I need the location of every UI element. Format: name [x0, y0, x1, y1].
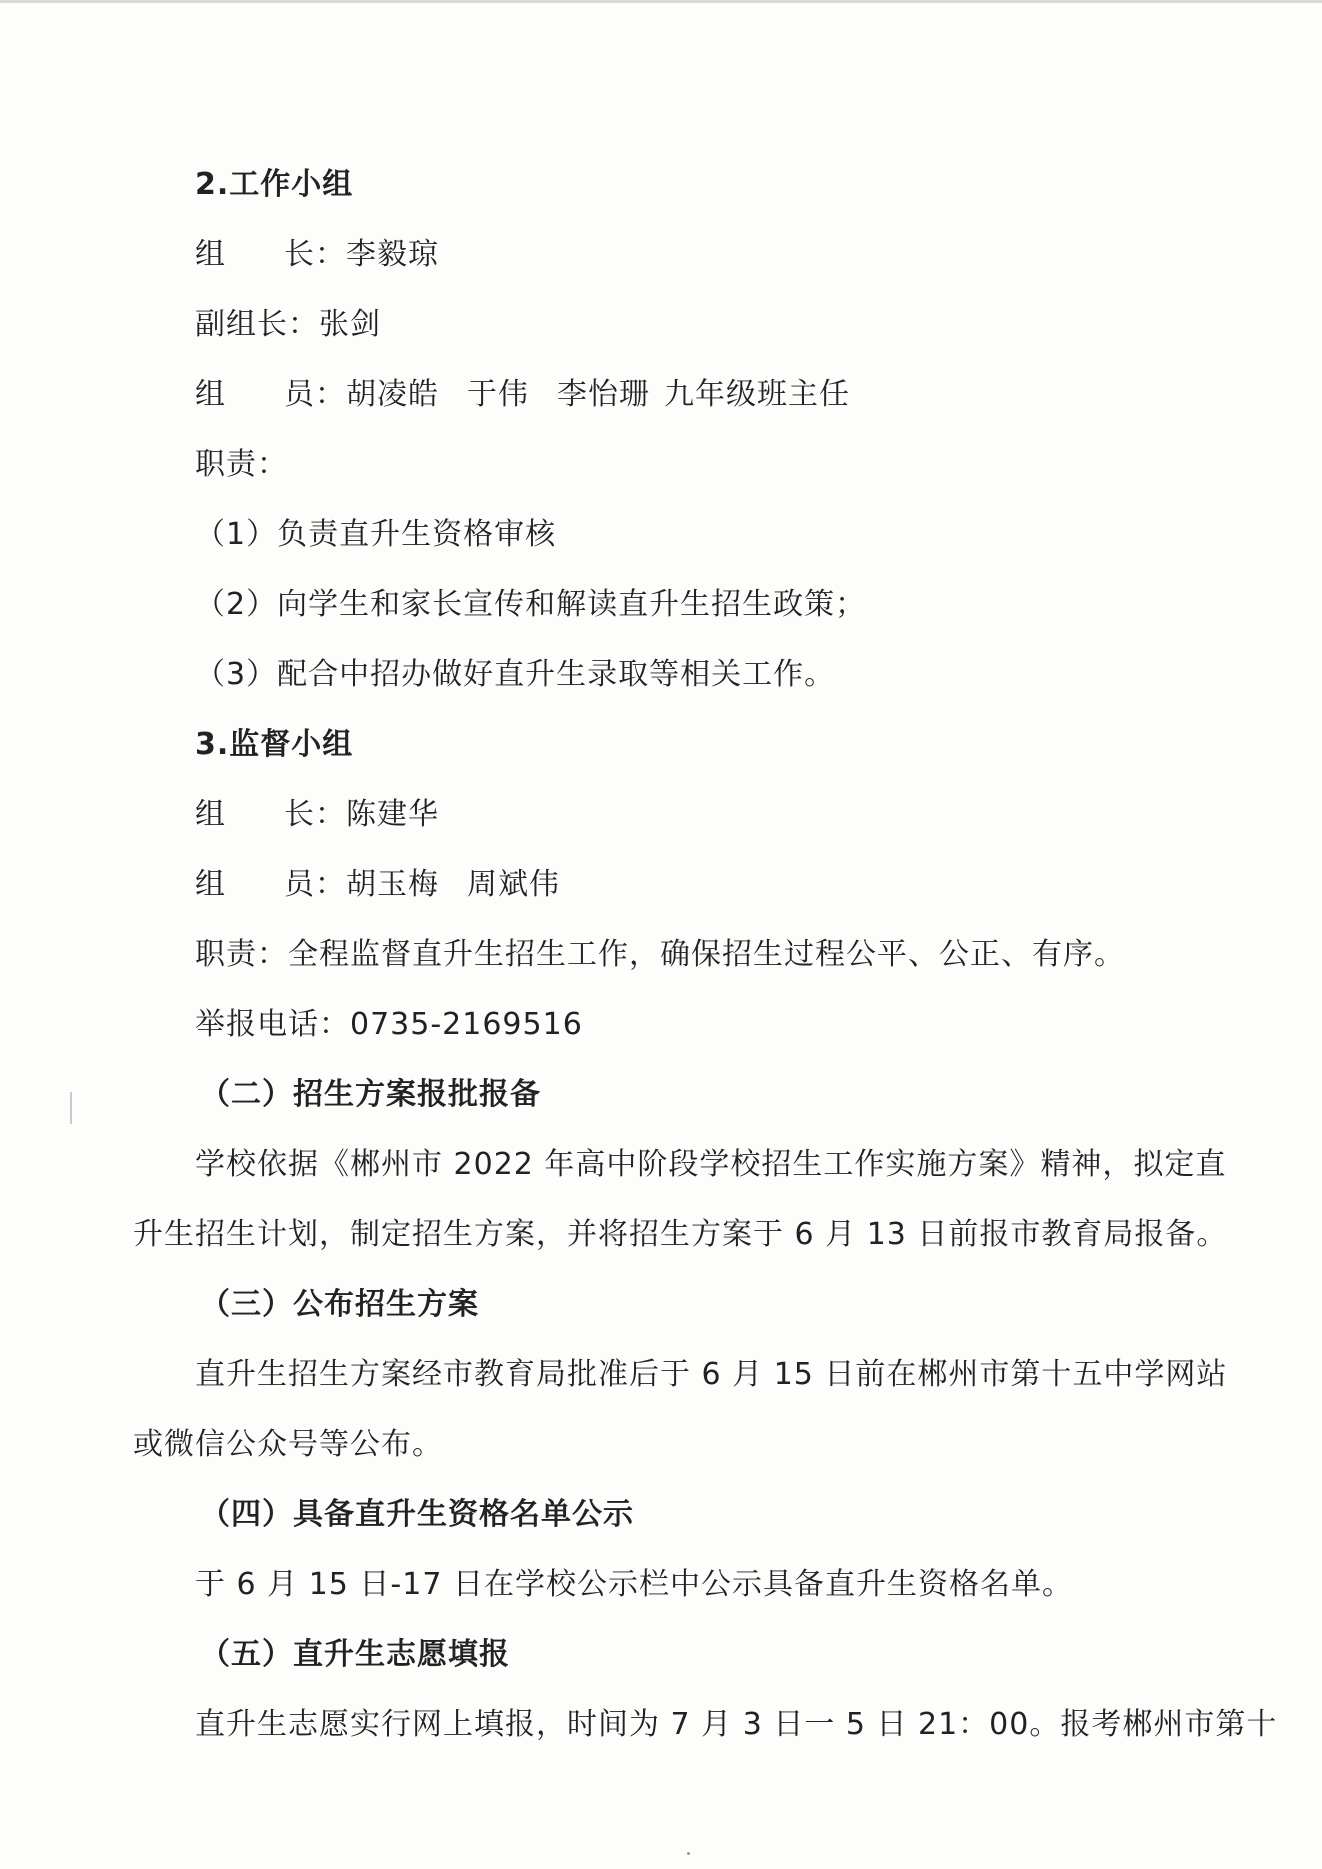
work-group-duty-3: （3）配合中招办做好直升生录取等相关工作。 [195, 657, 836, 692]
work-group-duty-2: （2）向学生和家长宣传和解读直升生招生政策； [195, 587, 867, 622]
label: 员： [284, 867, 346, 902]
work-group-members [195, 375, 850, 415]
section-3-title: （三）公布招生方案 [200, 1287, 479, 1322]
label: 员： [284, 377, 346, 412]
label: 长： [284, 237, 346, 272]
work-group-title: 2.工作小组 [195, 167, 354, 202]
work-group-leader [195, 235, 439, 275]
member: 胡玉梅 [346, 867, 439, 902]
member: 胡凌皓 [346, 377, 439, 412]
label: 组 [195, 867, 226, 902]
label: 组 [195, 237, 226, 272]
scan-mark [70, 1092, 72, 1124]
supervision-group-members [195, 865, 560, 905]
section-4-title: （四）具备直升生资格名单公示 [200, 1497, 634, 1532]
label: 长： [284, 797, 346, 832]
report-hotline: 举报电话：0735-2169516 [195, 1007, 583, 1042]
name: 李毅琼 [346, 237, 439, 272]
member: 周斌伟 [467, 867, 560, 902]
label: 组 [195, 377, 226, 412]
supervision-group-duty: 职责：全程监督直升生招生工作，确保招生过程公平、公正、有序。 [195, 937, 1125, 972]
section-4-paragraph: 于 6 月 15 日-17 日在学校公示栏中公示具备直升生资格名单。 [195, 1567, 1073, 1602]
member: 李怡珊 [557, 377, 650, 412]
scan-edge [0, 0, 1322, 3]
work-group-duty-label: 职责： [195, 447, 288, 482]
section-2-title: （二）招生方案报批报备 [200, 1077, 541, 1112]
member: 九年级班主任 [664, 377, 850, 412]
section-2-paragraph-line-2: 升生招生计划，制定招生方案，并将招生方案于 6 月 13 日前报市教育局报备。 [133, 1217, 1228, 1252]
section-5-title: （五）直升生志愿填报 [200, 1637, 510, 1672]
supervision-group-leader [195, 795, 439, 835]
section-2-paragraph-line-1: 学校依据《郴州市 2022 年高中阶段学校招生工作实施方案》精神，拟定直 [195, 1147, 1227, 1182]
scan-dot [687, 1852, 690, 1855]
work-group-duty-1: （1）负责直升生资格审核 [195, 517, 557, 552]
section-3-paragraph-line-2: 或微信公众号等公布。 [133, 1427, 443, 1462]
supervision-group-title: 3.监督小组 [195, 727, 354, 762]
section-5-paragraph: 直升生志愿实行网上填报，时间为 7 月 3 日一 5 日 21：00。报考郴州市第十 [195, 1707, 1278, 1742]
member: 于伟 [467, 377, 529, 412]
work-group-deputy: 副组长：张剑 [195, 307, 381, 342]
name: 陈建华 [346, 797, 439, 832]
section-3-paragraph-line-1: 直升生招生方案经市教育局批准后于 6 月 15 日前在郴州市第十五中学网站 [195, 1357, 1228, 1392]
label: 组 [195, 797, 226, 832]
